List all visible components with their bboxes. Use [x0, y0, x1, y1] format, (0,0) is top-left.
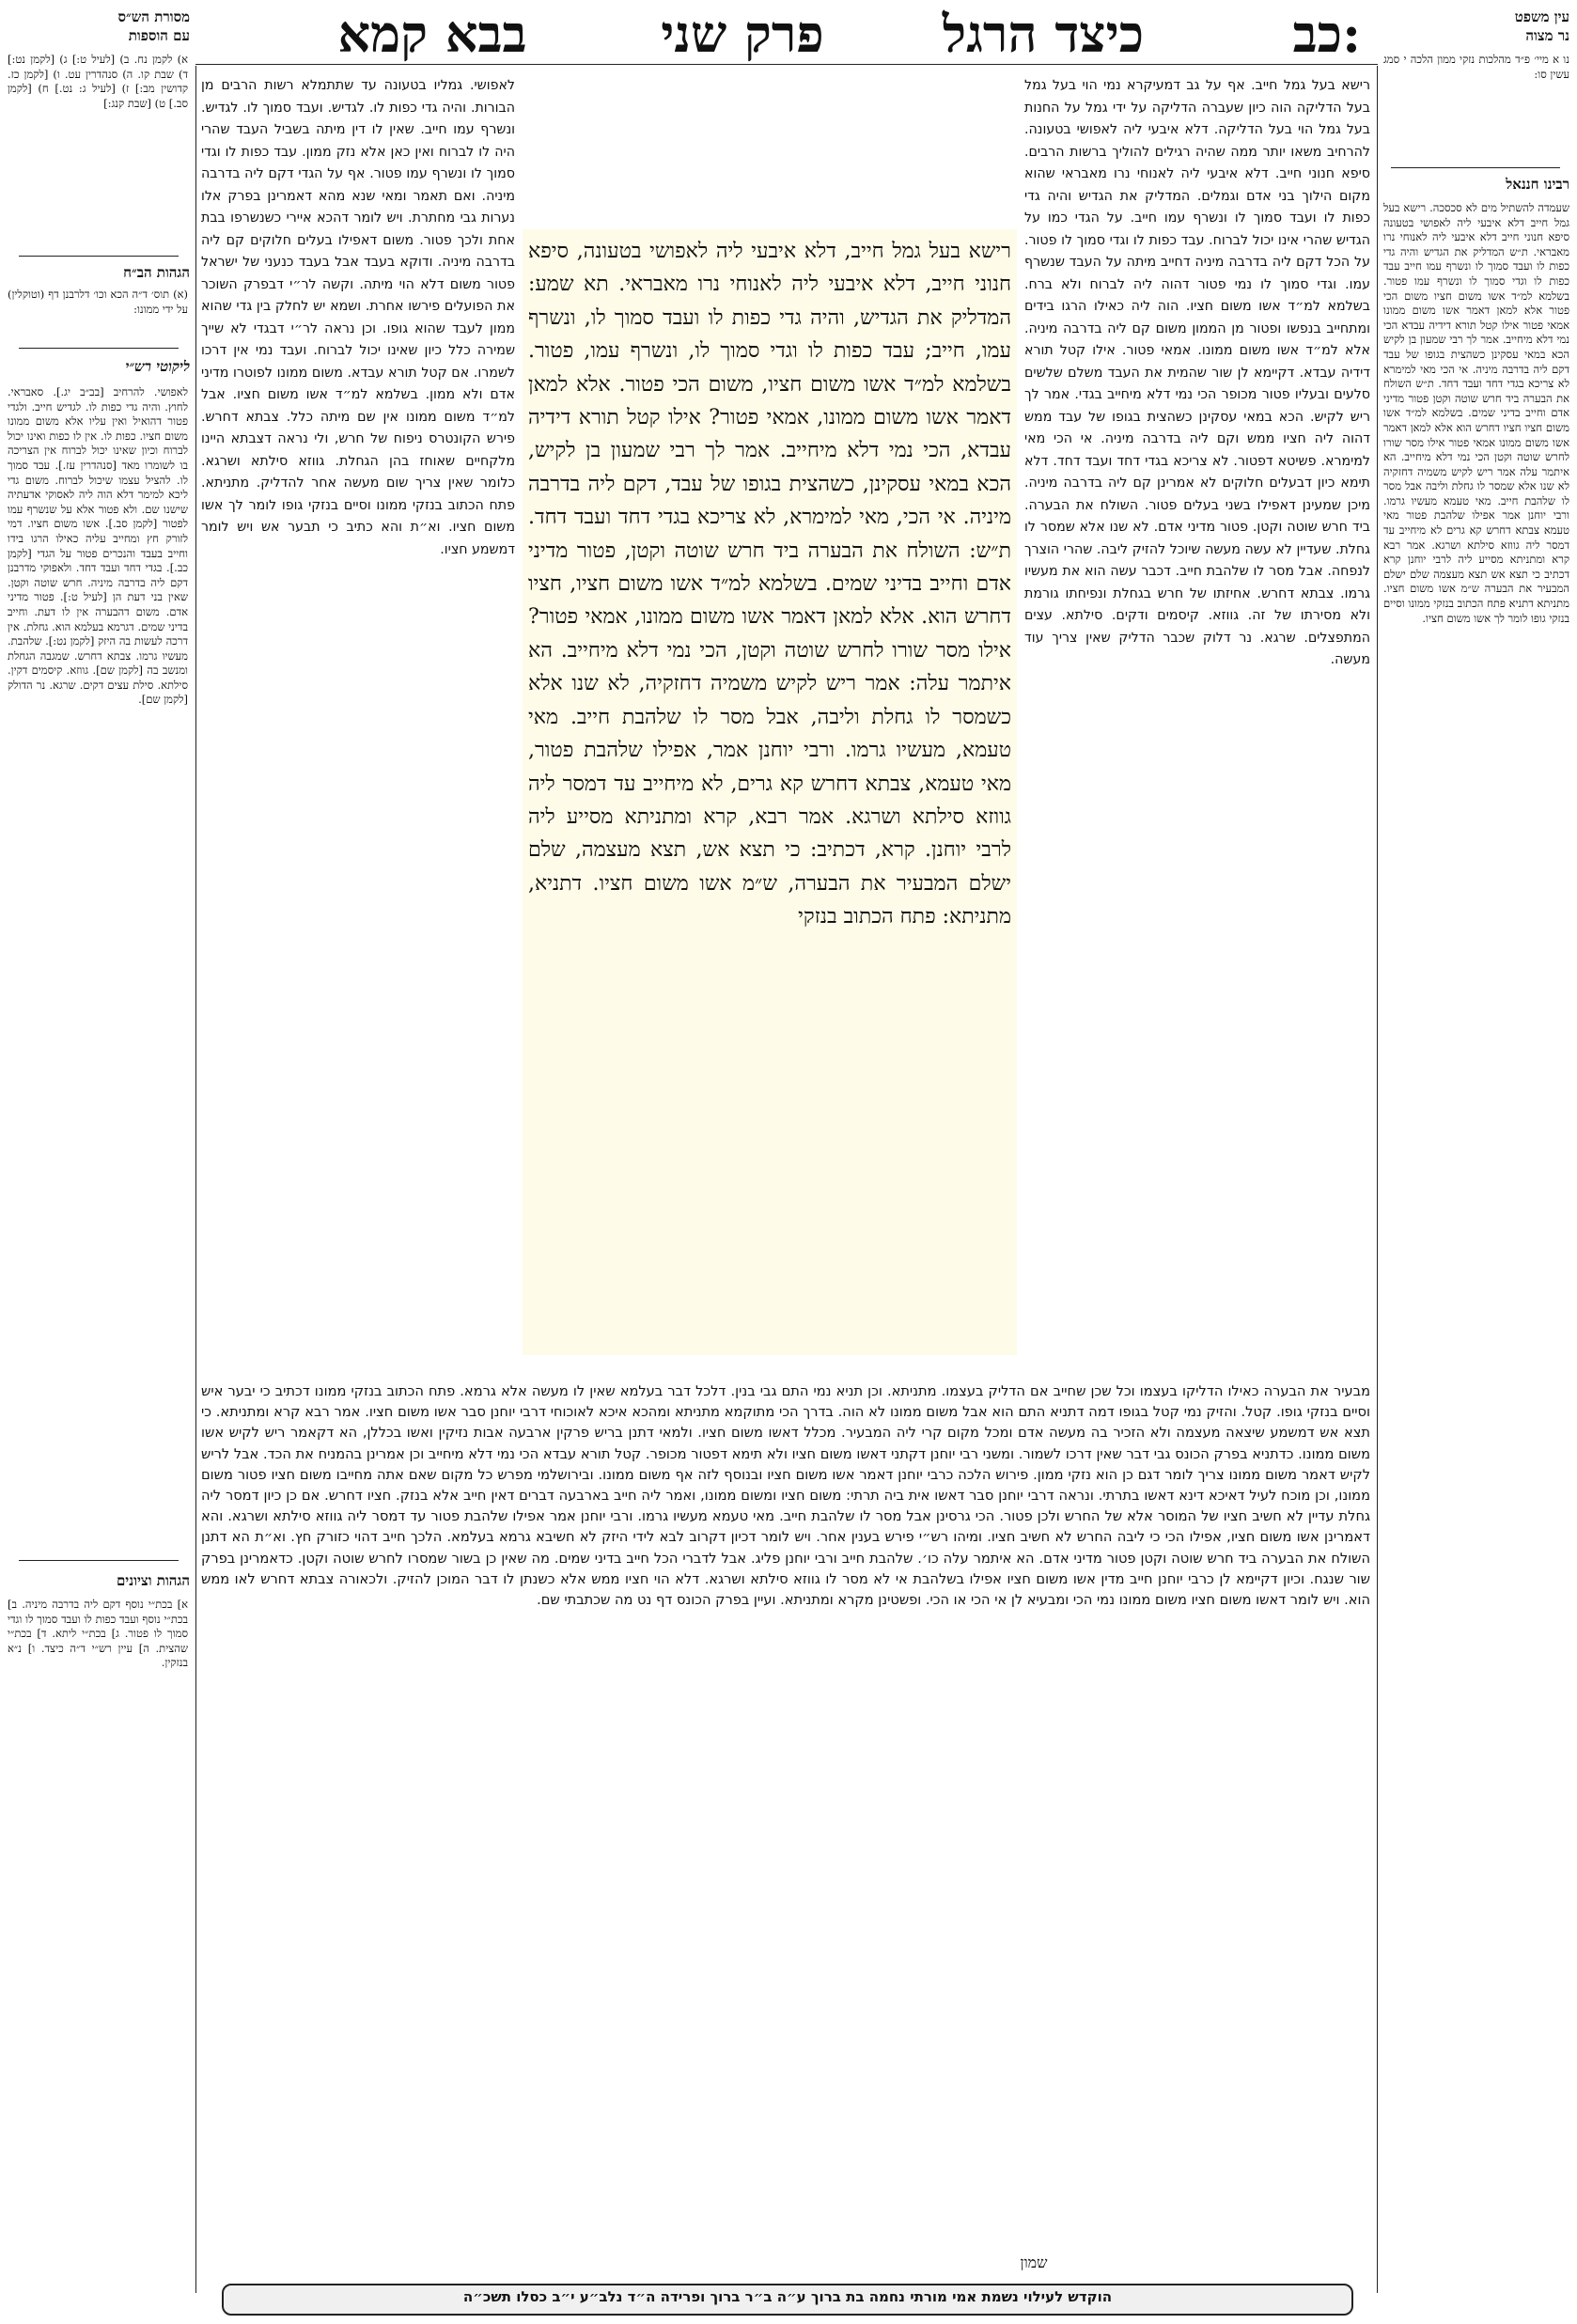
header-rule	[195, 64, 1378, 65]
hagahot-vetziyunim-heading: הגהות וציונים	[116, 1572, 190, 1589]
tosafot-commentary: לאפושי. גמליו בטעונה עד שתתמלא רשות הרבים מן הבורות. והיה גדי כפות לו. לגדיש. ועבד סמוך לו. לגדיש. ונשרף עמו חייב. שאין לו דין מיתה בשביל העבד שהרי היה לו לברוח ואין כאן אלא נזק ממון. עבד כפות לו וגדי סמוך לו ונשרף עמו פטור. אף על הגדי דקם ליה בדרבה מיניה. ואם תאמר ומאי שנא מהא דאמרינן בפרק אלו נערות גבי מחתרת. ויש לומר דהכא איירי כשנשרפו בבת אחת ולכך פטור. משום דאפילו בעלים חלוקים קם ליה בדרבה מיניה. ודוקא בעבד אבל בעבד כנעני של ישראל פטור משום דלא הוי מיתה. וקשה לר״י דבפרק השוכר את הפועלים פירשו אחרת. ושמא יש לחלק בין גדי שהוא ממון לעבד שהוא גופו. וכן נראה לר״י דבגדי לא שייך שמירה כלל כיון שאינו יכול לברוח. ועבד נמי אין דרכו לשמרו. אם קטל תורא עבדא. משום ממונו לפוטרו מדיני אדם ולא ממון. בשלמא למ״ד אשו משום חציו. אבל למ״ד משום ממונו אין שם מיתה כלל. צבתא דחרש. פירש הקונטרס ניפוח של חרש, ולי נראה דצבתא היינו מלקחיים שאוחז בהן הגחלת. גווזא סילתא ושרגא. כלומר שאין צריך שום מעשה אחר להדליק. מתניתא. פתח הכתוב בנזקי ממונו וסיים בנזקי גופו לומר לך אשו משום חציו. וא״ת והא כתיב כי תבער אש ויש לומר דמשמע חציו.	[201, 78, 515, 557]
divider	[19, 348, 179, 349]
rabbeinu-chananel-heading: רבינו חננאל	[1506, 176, 1569, 193]
gemara-text: רישא בעל גמל חייב, דלא איבעי ליה לאפושי בטעונה, סיפא חנוני חייב, דלא איבעי ליה לאנוחי נרו מאבראי. תא שמע: המדליק את הגדיש, והיה גדי כפות לו ועבד סמוך לו, ונשרף עמו, חייב; עבד כפות לו וגדי סמוך לו, ונשרף עמו, פטור. בשלמא למ״ד אשו משום חציו, משום הכי פטור. אלא למאן דאמר אשו משום ממונו, אמאי פטור? אילו קטל תורא דידיה עבדא, הכי נמי דלא מיחייב. אמר לך רבי שמעון בן לקיש, הכא במאי עסקינן, כשהצית בגופו של עבד, דקם ליה בדרבה מיניה. אי הכי, מאי למימרא, לא צריכא בגדי דחד ועבד דחד. ת״ש: השולח את הבערה ביד חרש שוטה וקטן, פטור מדיני אדם וחייב בדיני שמים. בשלמא למ״ד אשו משום חציו, חציו דחרש הוא. אלא למאן דאמר אשו משום ממונו, אמאי פטור? אילו מסר שורו לחרש שוטה וקטן, הכי נמי דלא מיחייב. הא איתמר עלה: אמר ריש לקיש משמיה דחזקיה, לא שנו אלא כשמסר לו גחלת וליבה, אבל מסר לו שלהבת חייב. מאי טעמא, מעשיו גרמו. ורבי יוחנן אמר, אפילו שלהבת פטור, מאי טעמא, צבתא דחרש קא גרים, לא מיחייב עד דמסר ליה גווזא סילתא ושרגא. אמר רבא, קרא ומתניתא מסייע ליה לרבי יוחנן. קרא, דכתיב: כי תצא אש, תצא מעצמה, שלם ישלם המבעיר את הבערה, ש״מ אשו משום חציו. דתניא, מתניתא: פתח הכתוב בנזקי	[528, 240, 1011, 929]
divider	[19, 1560, 179, 1561]
divider	[1391, 167, 1560, 168]
chapter-name: כיצד הרגל	[942, 4, 1145, 64]
divider	[19, 256, 179, 257]
rashi-commentary: רישא בעל גמל חייב. אף על גב דמעיקרא נמי הוי בעל גמל בעל הדליקה הוה כיון שעברה הדליקה על ידי גמל על החנות בעל גמל הוי בעל הדליקה. דלא איבעי ליה לאפושי בטעונה. להרחיב משאו יותר ממה שהיה רגילים להוליך ברשות הרבים. סיפא חנוני חייב. דלא איבעי ליה לאנוחי נרו מאבראי שהוא מקום הילוך בני אדם וגמלים. המדליק את הגדיש והיה גדי כפות לו ועבד סמוך לו ונשרף עמו חייב. על הגדי כמו על הגדיש שהרי אינו יכול לברוח. עבד כפות לו וגדי סמוך לו פטור. על הכל דקם ליה בדרבה מיניה דחייב מיתה על העבד שנשרף עמו. וגדי סמוך לו נמי פטור דהוה ליה לברוח ולא ברח. בשלמא למ״ד אשו משום חציו. הוה ליה כאילו הרגו בידים ומתחייב בנפשו ופטור מן הממון משום קם ליה בדרבה מיניה. אלא למ״ד אשו משום ממונו. אמאי פטור. אילו קטל תורא דידיה עבדא. דקיימא לן שור שהמית את העבד משלם שלשים סלעים ובעליו פטור מכופר הכי נמי דלא מיחייב בגדי. אמר לך ריש לקיש. הכא במאי עסקינן כשהצית בגופו של עבד ממש דהוה ליה חציו ממש וקם ליה בדרבה מיניה. אי הכי מאי למימרא. פשיטא דפטור. לא צריכא בגדי דחד ועבד דחד. דלא תימא כיון דבעלים חלוקים לא אמרינן קם ליה בדרבה מיניה. מיכן שמעינן דאפילו בשני בעלים פטור. השולח את הבערה. ביד חרש שוטה וקטן. פטור מדיני אדם. לא שנו אלא שמסר לו גחלת. שעדיין לא עשה מעשה שיוכל להזיק ליבה. שהרי הוצרך לנפחה. אבל מסר לו שלהבת חייב. דכבר עשה הוא את מעשיו גרמו. צבתא דחרש. אחיזתו של חרש בגחלת ונפיחתו גורמת ולא מסירתו של זה. גווזא. קיסמים ודקים. סילתא. עצים המתפצלים. שרגא. נר דלוק שכבר הדליק שאין צריך עוד מעשה.	[1024, 78, 1370, 667]
margin-rule-right	[1377, 66, 1378, 2293]
ein-mishpat-text: נו א מיי׳ פ״ד מהלכות נזקי ממון הלכה י סמג עשין סו:	[1383, 53, 1569, 81]
dedication-bar	[222, 2284, 1353, 2316]
likutei-rashi-text: לאפושי. להרחיב [בב״ב יג.]. סאבראי. לחוץ. והיה גדי כפות לו. לגדיש חייב. ולגדי פטור דהואיל ואין עליו אלא משום ממונו משום חציו. כפות לו. אין לו כפות ואינו יכול לברוח וכיון שאינו יכול לברוח אין הצריכה בו לשומרו מאד [סנהדרין עז.]. עבד סמוך לו. להציל עצמו שיכול לברוח. משום גדי ליכא למימר דלא הוה ליה לאסוקי אדעתיה שישנו שם. ולא פטור אלא על שנשרף עמו לפטור [לקמן סב.]. אשו משום חציו. דמי לזורק חץ ומחייב עליה כאילו הרגו בידו וחייב בעבד והנכרים פטור על הגדי [לקמן כב.]. בגדי דחד ועבד דחד. ולאפוקי מדרבנן דקם ליה בדרבה מיניה. חרש שוטה וקטן. שאין בני דעת הן [לעיל ט:]. פטור מדיני אדם. משום דהבערה אין לו דעת. וחייב בדיני שמים. דגרמא בעלמא הוא. גחלת. אין דרכה לעשות בה היזק [לקמן נט:]. שלהבת. מעשיו גרמו. צבתא דחרש. שמגבה הגחלת ומנשב בה [לקמן שם]. גווזא. קיסמים דקין. סילתא. סילת עצים דקים. שרגא. נר הדולק [לקמן שם].	[8, 385, 188, 707]
hagahot-habach-text: (א) תוס׳ ד״ה הכא וכו׳ דלרבנן דף (וטוקלין) על ידי ממונו:	[8, 288, 188, 316]
dedication-text: הוקדש לעילוי נשמת אמי מורתי נחמה בת ברוך ע״ה ב״ר ברוך ופרידה ה״ד נלב״ע י״ב כסלו תשכ״ה	[462, 2288, 1113, 2305]
mesoret-hashas-heading: מסורת הש״ס עם הוספות	[117, 8, 190, 44]
catchword: שמון	[1020, 2254, 1048, 2271]
ein-mishpat-heading: עין משפט נר מצוה	[1514, 8, 1569, 44]
hagahot-habach-heading: הגהות הב״ח	[123, 264, 190, 281]
chapter-number: פרק שני	[661, 4, 824, 64]
tractate-title: בבא קמא	[337, 4, 527, 64]
commentary-continuation: מבעיר את הבערה כאילו הדליקו בעצמו וכל שכן שחייב אם הדליק בעצמו. מתניתא. וכן תניא נמי התם גבי בנין. דלכל דבר בעלמא שאין לו מעשה אלא גרמא. פתח הכתוב בנזקי ממונו דכתיב כי יבער איש וסיים בנזקי גופו. קטל. והזיק נמי קטל בגופו דמה דתניא התם הוא אבל משום ממונו לא הוה. בדרך הכי מתוקמא מתניתא ומהכא איכא לאוכוחי דרבי יוחנן סבר אשו משום חציו. אמר רבא קרא ומתניתא. כי תצא אש דמשמע שיצאה מעצמה ולא הזכיר בה מעשה אדם ומכל מקום קרי ליה המבעיר. מכלל דאשו משום חציו. ולמאי דתנן בריש פרקין ארבעה אבות נזיקין ואשו בכללן, הא דקאמר ריש לקיש אשו משום ממונו. כדתניא בפרק הכונס גבי דבר שאין דרכו לשמור. ומשני רבי יוחנן דקתני דאשו משום חציו ולא תימא דפטור מכופר. קטל תורא עבדא הכי נמי דלא מיחייב וכן אמרינן בהמניח את הכד. אבל לריש לקיש דאמר משום ממונו צריך לומר דגם כן הוא נזקי ממון. פירוש הלכה כרבי יוחנן דאמר אשו משום חציו ובנוסף לזה אף משום ממונו. ובירושלמי מפרש כל מקום שאם אתה מחייבו משום חציו פטור משום ממונו, וכן מוכח לעיל דאיכא דינא דאשו בתרתי. ונראה דרבי יוחנן סבר דאשו אית ביה תרתי: משום חציו ומשום ממונו, ואמר ליה חייב בארבעה דברים דאין חייב אלא בנזק. חציו דחרש. אם כן כיון דמסר ליה גחלת עדיין לא חשיב חציו של המוסר אלא של החרש ולכן פטור. הכי גרסינן אבל מסר לו שלהבת חייב. מאי טעמא מעשיו גרמו. ורבי יוחנן אמר אפילו שלהבת פטור עד דמסר ליה גווזא סילתא ושרגא. והא דאמרינן אשו משום חציו, אפילו הכי כי ליבה החרש לא חשיב חציו. ומיהו רש״י פירש בענין אחר. ויש לומר דכיון דקרוב לבא לידי היזק לא חשיבא גרמא בעלמא. הלכך חייב דהוי כזורק חץ. וא״ת הא דתנן השולח את הבערה ביד חרש שוטה וקטן פטור מדיני אדם. הא איתמר עלה כו׳. שלהבת חייב ורבי יוחנן פליג. אבל לדברי הכל חייב בדיני שמים. מה שאין כן בשור שמסרו לחרש שוטה וקטן. כדאמרינן בפרק שור שנגח. וכיון דקיימא לן כרבי יוחנן חייב מדין אשו משום חציו אפילו בשלהבת אי לא מסר לו גווזא סילתא ושרגא. דלא הוי חציו ממש אלא כשנתן לו דבר המוכן להזיק. ולכאורה צבתא דחרש לאו ממש הוא. ויש לומר דאשו משום חציו משום ממונו נמי הכי ומבעיא לן אי הכי או הכי. ופשטינן מקרא ומתניתא. ועיין בפרק הכונס דף נט מה שכתבתי שם.	[201, 1383, 1370, 1609]
mesoret-hashas-text: א) לקמן נח. ב) [לעיל ט:] ג) [לקמן נט:] ד) שבת קו. ה) סנהדרין עט. ו) [לקמן כז. קדושין מב:] ז) [לעיל ג: נט.] ח) [לקמן סב.] ט) [שבת קנג:]	[8, 53, 188, 110]
hagahot-vetziyunim-text: א] בכת״י נוסף דקם ליה בדרבה מיניה. ב] בכת״י נוסף ועבד כפות לו ועבד סמוך לו וגדי סמוך לו פטור. ג] בכת״י ליתא. ד] בכת״י שהצית. ה] עיין רש״י ד״ה כיצד. ו] נ״א בנזקין.	[8, 1598, 188, 1670]
likutei-rashi-heading: ליקוטי רש״י	[125, 358, 190, 375]
margin-rule-left	[195, 66, 196, 2293]
page-number: כב:	[1292, 4, 1361, 64]
rabbeinu-chananel-text: שעמדה להשתיל מים לא סכסכה. רישא בעל גמל חייב דלא איבעי ליה לאפושי בטעונה סיפא חנוני חייב דלא איבעי ליה לאנוחי נרו מאבראי. ת״ש המדליק את הגדיש והיה גדי כפות לו ועבד סמוך לו ונשרף עמו חייב עבד כפות לו וגדי סמוך לו ונשרף עמו פטור. בשלמא למ״ד אשו משום חציו משום הכי פטור אלא למאן דאמר אשו משום ממונו אמאי פטור אילו קטל תורא דידיה עבדא הכי נמי דלא מיחייב. אמר לך רבי שמעון בן לקיש הכא במאי עסקינן כשהצית בגופו של עבד דקם ליה בדרבה מיניה. אי הכי מאי למימרא לא צריכא בגדי דחד ועבד דחד. ת״ש השולח את הבערה ביד חרש שוטה וקטן פטור מדיני אדם וחייב בדיני שמים. בשלמא למ״ד אשו משום חציו חציו דחרש הוא אלא למאן דאמר אשו משום ממונו אמאי פטור אילו מסר שורו לחרש שוטה וקטן הכי נמי דלא מיחייב. הא איתמר עלה אמר ריש לקיש משמיה דחזקיה לא שנו אלא שמסר לו גחלת וליבה אבל מסר לו שלהבת חייב. מאי טעמא מעשיו גרמו. ורבי יוחנן אמר אפילו שלהבת פטור מאי טעמא צבתא דחרש קא גרים לא מיחייב עד דמסר ליה גווזא סילתא ושרגא. אמר רבא קרא ומתניתא מסייע ליה לרבי יוחנן קרא דכתיב כי תצא אש תצא מעצמה שלם ישלם המבעיר את הבערה ש״מ אשו משום חציו. מתניתא דתניא פתח הכתוב בנזקי ממונו וסיים בנזקי גופו לומר לך אשו משום חציו.	[1383, 201, 1569, 625]
